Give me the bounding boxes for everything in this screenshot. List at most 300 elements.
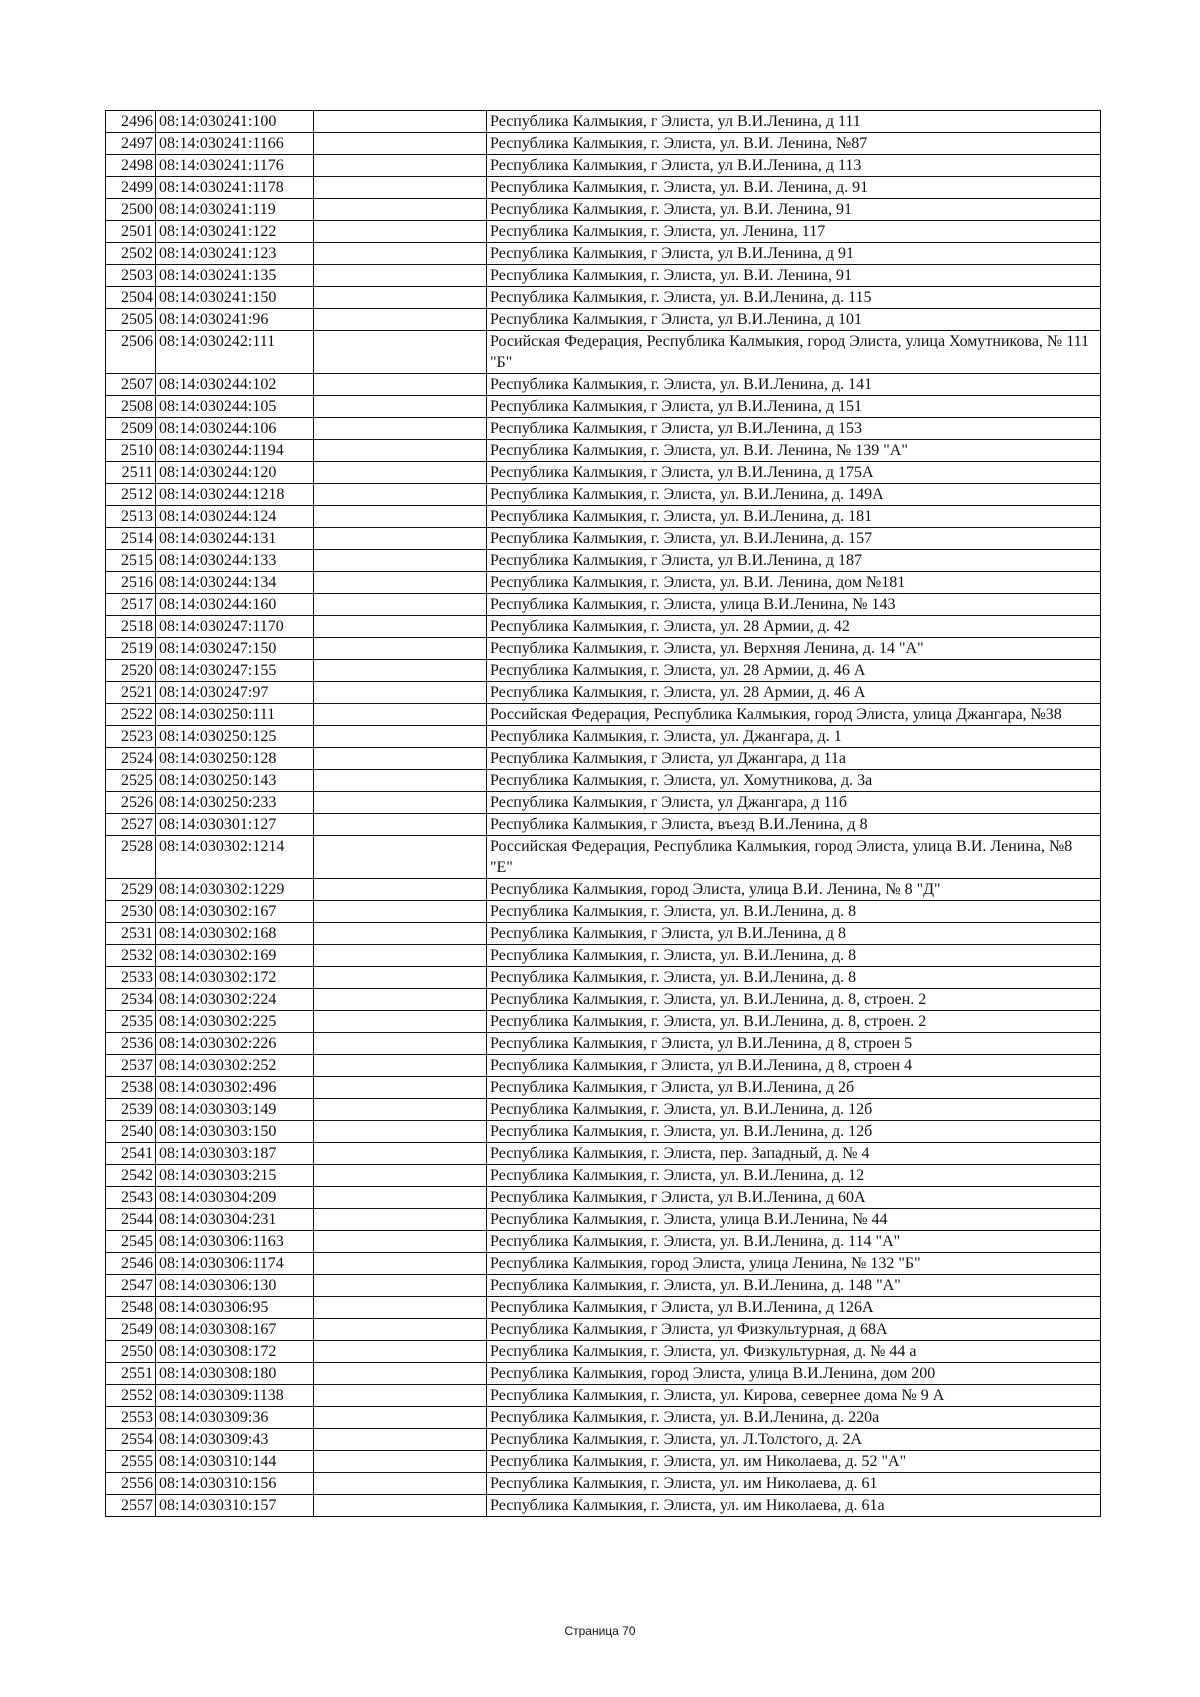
row-number: 2525	[106, 770, 156, 792]
address-cell: Республика Калмыкия, г. Элиста, ул. им Николаева, д. 52 "А"	[487, 1451, 1101, 1473]
table-row	[106, 550, 1101, 572]
table-row	[106, 989, 1101, 1011]
row-number: 2502	[106, 243, 156, 265]
row-number: 2527	[106, 814, 156, 836]
empty-cell	[314, 638, 487, 660]
address-cell: Республика Калмыкия, г. Элиста, ул. В.И.Ленина, д. 8	[487, 967, 1101, 989]
empty-cell	[314, 1187, 487, 1209]
cadastral-number: 08:14:030241:150	[156, 287, 314, 309]
empty-cell	[314, 462, 487, 484]
address-cell: Республика Калмыкия, г. Элиста, ул. В.И.Ленина, д. 149А	[487, 484, 1101, 506]
table-row	[106, 1253, 1101, 1275]
row-number: 2519	[106, 638, 156, 660]
empty-cell	[314, 726, 487, 748]
address-cell: Республика Калмыкия, г. Элиста, улица В.И.Ленина, № 44	[487, 1209, 1101, 1231]
empty-cell	[314, 418, 487, 440]
empty-cell	[314, 770, 487, 792]
row-number: 2503	[106, 265, 156, 287]
empty-cell	[314, 1033, 487, 1055]
empty-cell	[314, 1297, 487, 1319]
empty-cell	[314, 572, 487, 594]
empty-cell	[314, 814, 487, 836]
row-number: 2509	[106, 418, 156, 440]
empty-cell	[314, 1099, 487, 1121]
row-number: 2531	[106, 923, 156, 945]
cadastral-number: 08:14:030302:169	[156, 945, 314, 967]
table-row	[106, 1407, 1101, 1429]
cadastral-number: 08:14:030306:1174	[156, 1253, 314, 1275]
row-number: 2540	[106, 1121, 156, 1143]
table-row	[106, 418, 1101, 440]
cadastral-number: 08:14:030244:1218	[156, 484, 314, 506]
address-cell: Республика Калмыкия, г. Элиста, ул. 28 Армии, д. 46 А	[487, 682, 1101, 704]
table-row	[106, 1275, 1101, 1297]
cadastral-number: 08:14:030244:105	[156, 396, 314, 418]
address-cell: Республика Калмыкия, г. Элиста, ул. В.И.Ленина, д. 220а	[487, 1407, 1101, 1429]
address-cell: Республика Калмыкия, г Элиста, ул В.И.Ленина, д 8, строен 5	[487, 1033, 1101, 1055]
address-cell: Российская Федерация, Республика Калмыкия, город Элиста, улица Джангара, №38	[487, 704, 1101, 726]
row-number: 2506	[106, 331, 156, 374]
row-number: 2530	[106, 901, 156, 923]
row-number: 2497	[106, 133, 156, 155]
address-cell: Республика Калмыкия, город Элиста, улица В.И. Ленина, № 8 "Д"	[487, 879, 1101, 901]
cadastral-number: 08:14:030244:1194	[156, 440, 314, 462]
table-row	[106, 462, 1101, 484]
table-row	[106, 133, 1101, 155]
address-cell: Республика Калмыкия, г Элиста, ул В.И.Ленина, д 8	[487, 923, 1101, 945]
table-row	[106, 726, 1101, 748]
empty-cell	[314, 989, 487, 1011]
table-row	[106, 1033, 1101, 1055]
table-row	[106, 1319, 1101, 1341]
table-row	[106, 1121, 1101, 1143]
page-footer: Страница 70	[564, 1624, 636, 1638]
empty-cell	[314, 1385, 487, 1407]
table-row	[106, 1143, 1101, 1165]
cadastral-number: 08:14:030302:1229	[156, 879, 314, 901]
cadastral-number: 08:14:030250:111	[156, 704, 314, 726]
row-number: 2521	[106, 682, 156, 704]
empty-cell	[314, 155, 487, 177]
cadastral-number: 08:14:030244:102	[156, 374, 314, 396]
cadastral-number: 08:14:030306:95	[156, 1297, 314, 1319]
address-cell: Республика Калмыкия, г Элиста, въезд В.И.Ленина, д 8	[487, 814, 1101, 836]
row-number: 2550	[106, 1341, 156, 1363]
cadastral-number: 08:14:030250:143	[156, 770, 314, 792]
address-cell: Республика Калмыкия, г. Элиста, ул. Верхняя Ленина, д. 14 "А"	[487, 638, 1101, 660]
address-cell: Республика Калмыкия, г. Элиста, ул. В.И.Ленина, д. 115	[487, 287, 1101, 309]
cadastral-number: 08:14:030241:123	[156, 243, 314, 265]
row-number: 2538	[106, 1077, 156, 1099]
address-cell: Республика Калмыкия, г. Элиста, улица В.И.Ленина, № 143	[487, 594, 1101, 616]
empty-cell	[314, 1275, 487, 1297]
cadastral-number: 08:14:030308:167	[156, 1319, 314, 1341]
empty-cell	[314, 1473, 487, 1495]
cadastral-number: 08:14:030302:225	[156, 1011, 314, 1033]
address-cell: Республика Калмыкия, г Элиста, ул Физкультурная, д 68А	[487, 1319, 1101, 1341]
address-cell: Республика Калмыкия, г. Элиста, ул. В.И.Ленина, д. 12б	[487, 1121, 1101, 1143]
empty-cell	[314, 923, 487, 945]
row-number: 2555	[106, 1451, 156, 1473]
empty-cell	[314, 1429, 487, 1451]
cadastral-table	[105, 110, 1101, 1517]
row-number: 2529	[106, 879, 156, 901]
address-cell: Республика Калмыкия, г Элиста, ул В.И.Ленина, д 187	[487, 550, 1101, 572]
cadastral-number: 08:14:030302:226	[156, 1033, 314, 1055]
empty-cell	[314, 199, 487, 221]
table-row	[106, 1187, 1101, 1209]
cadastral-number: 08:14:030250:128	[156, 748, 314, 770]
table-row	[106, 265, 1101, 287]
row-number: 2513	[106, 506, 156, 528]
empty-cell	[314, 111, 487, 133]
address-cell: Республика Калмыкия, г. Элиста, ул. В.И.Ленина, д. 8	[487, 945, 1101, 967]
table-row	[106, 199, 1101, 221]
empty-cell	[314, 1055, 487, 1077]
empty-cell	[314, 1451, 487, 1473]
row-number: 2536	[106, 1033, 156, 1055]
table-row	[106, 1209, 1101, 1231]
row-number: 2537	[106, 1055, 156, 1077]
address-cell: Республика Калмыкия, г Элиста, ул В.И.Ленина, д 2б	[487, 1077, 1101, 1099]
row-number: 2514	[106, 528, 156, 550]
row-number: 2532	[106, 945, 156, 967]
address-cell: Республика Калмыкия, г. Элиста, ул. В.И.Ленина, д. 8, строен. 2	[487, 1011, 1101, 1033]
cadastral-number: 08:14:030241:100	[156, 111, 314, 133]
table-row	[106, 1165, 1101, 1187]
cadastral-number: 08:14:030303:149	[156, 1099, 314, 1121]
address-cell: Республика Калмыкия, г. Элиста, ул. В.И. Ленина, дом №181	[487, 572, 1101, 594]
table-row	[106, 572, 1101, 594]
address-cell: Республика Калмыкия, г. Элиста, ул. В.И. Ленина, д. 91	[487, 177, 1101, 199]
address-cell: Республика Калмыкия, г. Элиста, ул. В.И.Ленина, д. 114 "А"	[487, 1231, 1101, 1253]
empty-cell	[314, 1319, 487, 1341]
cadastral-number: 08:14:030241:96	[156, 309, 314, 331]
row-number: 2504	[106, 287, 156, 309]
address-cell: Республика Калмыкия, г. Элиста, ул. Ленина, 117	[487, 221, 1101, 243]
empty-cell	[314, 331, 487, 374]
table-row	[106, 901, 1101, 923]
address-cell: Республика Калмыкия, г. Элиста, ул. В.И. Ленина, №87	[487, 133, 1101, 155]
empty-cell	[314, 265, 487, 287]
address-cell: Росийская Федерация, Республика Калмыкия, город Элиста, улица Хомутникова, № 111 "Б"	[487, 331, 1101, 374]
cadastral-number: 08:14:030306:1163	[156, 1231, 314, 1253]
table-row	[106, 243, 1101, 265]
empty-cell	[314, 1121, 487, 1143]
table-row	[106, 1297, 1101, 1319]
row-number: 2541	[106, 1143, 156, 1165]
row-number: 2516	[106, 572, 156, 594]
empty-cell	[314, 528, 487, 550]
row-number: 2547	[106, 1275, 156, 1297]
empty-cell	[314, 704, 487, 726]
empty-cell	[314, 1363, 487, 1385]
address-cell: Республика Калмыкия, г. Элиста, ул. В.И.Ленина, д. 157	[487, 528, 1101, 550]
empty-cell	[314, 901, 487, 923]
empty-cell	[314, 660, 487, 682]
cadastral-number: 08:14:030250:125	[156, 726, 314, 748]
empty-cell	[314, 396, 487, 418]
row-number: 2543	[106, 1187, 156, 1209]
table-row	[106, 506, 1101, 528]
table-row	[106, 221, 1101, 243]
empty-cell	[314, 440, 487, 462]
row-number: 2528	[106, 836, 156, 879]
address-cell: Республика Калмыкия, г. Элиста, ул. Хомутникова, д. 3а	[487, 770, 1101, 792]
table-row	[106, 616, 1101, 638]
table-row	[106, 682, 1101, 704]
cadastral-number: 08:14:030310:157	[156, 1495, 314, 1517]
cadastral-number: 08:14:030309:36	[156, 1407, 314, 1429]
address-cell: Республика Калмыкия, г. Элиста, пер. Западный, д. № 4	[487, 1143, 1101, 1165]
row-number: 2508	[106, 396, 156, 418]
row-number: 2522	[106, 704, 156, 726]
table-row	[106, 748, 1101, 770]
row-number: 2524	[106, 748, 156, 770]
empty-cell	[314, 374, 487, 396]
cadastral-number: 08:14:030244:120	[156, 462, 314, 484]
row-number: 2539	[106, 1099, 156, 1121]
empty-cell	[314, 594, 487, 616]
empty-cell	[314, 1209, 487, 1231]
cadastral-number: 08:14:030302:496	[156, 1077, 314, 1099]
cadastral-number: 08:14:030310:156	[156, 1473, 314, 1495]
empty-cell	[314, 1165, 487, 1187]
empty-cell	[314, 1341, 487, 1363]
row-number: 2551	[106, 1363, 156, 1385]
row-number: 2534	[106, 989, 156, 1011]
table-row	[106, 945, 1101, 967]
cadastral-number: 08:14:030302:252	[156, 1055, 314, 1077]
table-row	[106, 1011, 1101, 1033]
address-cell: Республика Калмыкия, г Элиста, ул В.И.Ленина, д 113	[487, 155, 1101, 177]
table-row	[106, 440, 1101, 462]
cadastral-number: 08:14:030244:131	[156, 528, 314, 550]
cadastral-number: 08:14:030241:1178	[156, 177, 314, 199]
address-cell: Республика Калмыкия, г Элиста, ул В.И.Ленина, д 126А	[487, 1297, 1101, 1319]
address-cell: Республика Калмыкия, г Элиста, ул В.И.Ленина, д 91	[487, 243, 1101, 265]
empty-cell	[314, 550, 487, 572]
address-cell: Республика Калмыкия, г Элиста, ул Джангара, д 11б	[487, 792, 1101, 814]
cadastral-number: 08:14:030244:133	[156, 550, 314, 572]
table-row	[106, 1363, 1101, 1385]
empty-cell	[314, 1077, 487, 1099]
address-cell: Республика Калмыкия, г Элиста, ул В.И.Ленина, д 101	[487, 309, 1101, 331]
row-number: 2518	[106, 616, 156, 638]
table-row	[106, 594, 1101, 616]
table-row	[106, 1077, 1101, 1099]
address-cell: Республика Калмыкия, г. Элиста, ул. В.И.Ленина, д. 12	[487, 1165, 1101, 1187]
address-cell: Республика Калмыкия, г Элиста, ул В.И.Ленина, д 175А	[487, 462, 1101, 484]
table-row	[106, 836, 1101, 879]
cadastral-number: 08:14:030302:168	[156, 923, 314, 945]
cadastral-number: 08:14:030309:43	[156, 1429, 314, 1451]
cadastral-number: 08:14:030242:111	[156, 331, 314, 374]
address-cell: Республика Калмыкия, г. Элиста, ул. В.И.Ленина, д. 141	[487, 374, 1101, 396]
table-row	[106, 638, 1101, 660]
row-number: 2554	[106, 1429, 156, 1451]
table-row	[106, 704, 1101, 726]
table-row	[106, 923, 1101, 945]
empty-cell	[314, 133, 487, 155]
empty-cell	[314, 1253, 487, 1275]
row-number: 2548	[106, 1297, 156, 1319]
row-number: 2496	[106, 111, 156, 133]
row-number: 2544	[106, 1209, 156, 1231]
empty-cell	[314, 945, 487, 967]
table-row	[106, 1495, 1101, 1517]
cadastral-number: 08:14:030302:172	[156, 967, 314, 989]
cadastral-number: 08:14:030302:167	[156, 901, 314, 923]
row-number: 2549	[106, 1319, 156, 1341]
cadastral-number: 08:14:030244:124	[156, 506, 314, 528]
table-row	[106, 331, 1101, 374]
row-number: 2500	[106, 199, 156, 221]
empty-cell	[314, 616, 487, 638]
table-row	[106, 309, 1101, 331]
address-cell: Российская Федерация, Республика Калмыкия, город Элиста, улица В.И. Ленина, №8 "Е"	[487, 836, 1101, 879]
row-number: 2535	[106, 1011, 156, 1033]
empty-cell	[314, 1143, 487, 1165]
address-cell: Республика Калмыкия, г. Элиста, ул. 28 Армии, д. 42	[487, 616, 1101, 638]
cadastral-number: 08:14:030247:1170	[156, 616, 314, 638]
empty-cell	[314, 792, 487, 814]
empty-cell	[314, 1011, 487, 1033]
empty-cell	[314, 484, 487, 506]
row-number: 2511	[106, 462, 156, 484]
cadastral-number: 08:14:030241:119	[156, 199, 314, 221]
address-cell: Республика Калмыкия, г Элиста, ул В.И.Ленина, д 151	[487, 396, 1101, 418]
table-row	[106, 1055, 1101, 1077]
row-number: 2515	[106, 550, 156, 572]
row-number: 2507	[106, 374, 156, 396]
table-row	[106, 1473, 1101, 1495]
address-cell: Республика Калмыкия, г. Элиста, ул. В.И.Ленина, д. 8	[487, 901, 1101, 923]
cadastral-number: 08:14:030304:209	[156, 1187, 314, 1209]
row-number: 2498	[106, 155, 156, 177]
table-row	[106, 396, 1101, 418]
address-cell: Республика Калмыкия, г Элиста, ул Джангара, д 11а	[487, 748, 1101, 770]
cadastral-number: 08:14:030241:122	[156, 221, 314, 243]
empty-cell	[314, 1231, 487, 1253]
address-cell: Республика Калмыкия, г. Элиста, ул. им Николаева, д. 61	[487, 1473, 1101, 1495]
address-cell: Республика Калмыкия, г. Элиста, ул. 28 Армии, д. 46 А	[487, 660, 1101, 682]
cadastral-number: 08:14:030250:233	[156, 792, 314, 814]
cadastral-number: 08:14:030301:127	[156, 814, 314, 836]
cadastral-number: 08:14:030247:155	[156, 660, 314, 682]
table-row	[106, 155, 1101, 177]
empty-cell	[314, 1495, 487, 1517]
cadastral-number: 08:14:030310:144	[156, 1451, 314, 1473]
table-row	[106, 1385, 1101, 1407]
cadastral-number: 08:14:030247:150	[156, 638, 314, 660]
row-number: 2553	[106, 1407, 156, 1429]
cadastral-number: 08:14:030241:1176	[156, 155, 314, 177]
table-row	[106, 528, 1101, 550]
address-cell: Республика Калмыкия, г Элиста, ул В.И.Ленина, д 153	[487, 418, 1101, 440]
cadastral-number: 08:14:030308:172	[156, 1341, 314, 1363]
row-number: 2533	[106, 967, 156, 989]
table-row	[106, 1341, 1101, 1363]
empty-cell	[314, 287, 487, 309]
table-row	[106, 967, 1101, 989]
table-row	[106, 814, 1101, 836]
address-cell: Республика Калмыкия, г. Элиста, ул. Джангара, д. 1	[487, 726, 1101, 748]
address-cell: Республика Калмыкия, г. Элиста, ул. В.И. Ленина, № 139 "А"	[487, 440, 1101, 462]
cadastral-number: 08:14:030303:215	[156, 1165, 314, 1187]
row-number: 2557	[106, 1495, 156, 1517]
cadastral-number: 08:14:030306:130	[156, 1275, 314, 1297]
cadastral-number: 08:14:030244:160	[156, 594, 314, 616]
empty-cell	[314, 309, 487, 331]
table-row	[106, 879, 1101, 901]
cadastral-number: 08:14:030308:180	[156, 1363, 314, 1385]
row-number: 2545	[106, 1231, 156, 1253]
table-row	[106, 374, 1101, 396]
address-cell: Республика Калмыкия, г. Элиста, ул. Кирова, севернее дома № 9 А	[487, 1385, 1101, 1407]
row-number: 2510	[106, 440, 156, 462]
empty-cell	[314, 748, 487, 770]
address-cell: Республика Калмыкия, г Элиста, ул В.И.Ленина, д 60А	[487, 1187, 1101, 1209]
cadastral-number: 08:14:030244:106	[156, 418, 314, 440]
table-row	[106, 1429, 1101, 1451]
address-cell: Республика Калмыкия, город Элиста, улица В.И.Ленина, дом 200	[487, 1363, 1101, 1385]
cadastral-number: 08:14:030247:97	[156, 682, 314, 704]
address-cell: Республика Калмыкия, г. Элиста, ул. Физкультурная, д. № 44 а	[487, 1341, 1101, 1363]
cadastral-number: 08:14:030303:187	[156, 1143, 314, 1165]
table-row	[106, 770, 1101, 792]
empty-cell	[314, 221, 487, 243]
address-cell: Республика Калмыкия, г. Элиста, ул. В.И. Ленина, 91	[487, 265, 1101, 287]
address-cell: Республика Калмыкия, г. Элиста, ул. В.И.Ленина, д. 181	[487, 506, 1101, 528]
cadastral-number: 08:14:030309:1138	[156, 1385, 314, 1407]
cadastral-number: 08:14:030241:135	[156, 265, 314, 287]
row-number: 2523	[106, 726, 156, 748]
table-row	[106, 484, 1101, 506]
table-row	[106, 1451, 1101, 1473]
table-row	[106, 1099, 1101, 1121]
empty-cell	[314, 177, 487, 199]
table-row	[106, 792, 1101, 814]
row-number: 2499	[106, 177, 156, 199]
row-number: 2552	[106, 1385, 156, 1407]
row-number: 2546	[106, 1253, 156, 1275]
empty-cell	[314, 1407, 487, 1429]
cadastral-number: 08:14:030302:224	[156, 989, 314, 1011]
table-row	[106, 287, 1101, 309]
table-row	[106, 660, 1101, 682]
row-number: 2512	[106, 484, 156, 506]
row-number: 2501	[106, 221, 156, 243]
address-cell: Республика Калмыкия, г Элиста, ул В.И.Ленина, д 111	[487, 111, 1101, 133]
row-number: 2505	[106, 309, 156, 331]
row-number: 2520	[106, 660, 156, 682]
row-number: 2556	[106, 1473, 156, 1495]
empty-cell	[314, 682, 487, 704]
cadastral-number: 08:14:030304:231	[156, 1209, 314, 1231]
address-cell: Республика Калмыкия, г. Элиста, ул. В.И. Ленина, 91	[487, 199, 1101, 221]
empty-cell	[314, 967, 487, 989]
row-number: 2542	[106, 1165, 156, 1187]
table-body	[106, 111, 1101, 1517]
address-cell: Республика Калмыкия, г. Элиста, ул. В.И.Ленина, д. 148 "А"	[487, 1275, 1101, 1297]
address-cell: Республика Калмыкия, г. Элиста, ул. Л.Толстого, д. 2А	[487, 1429, 1101, 1451]
cadastral-number: 08:14:030302:1214	[156, 836, 314, 879]
empty-cell	[314, 879, 487, 901]
row-number: 2526	[106, 792, 156, 814]
table-row	[106, 177, 1101, 199]
empty-cell	[314, 836, 487, 879]
